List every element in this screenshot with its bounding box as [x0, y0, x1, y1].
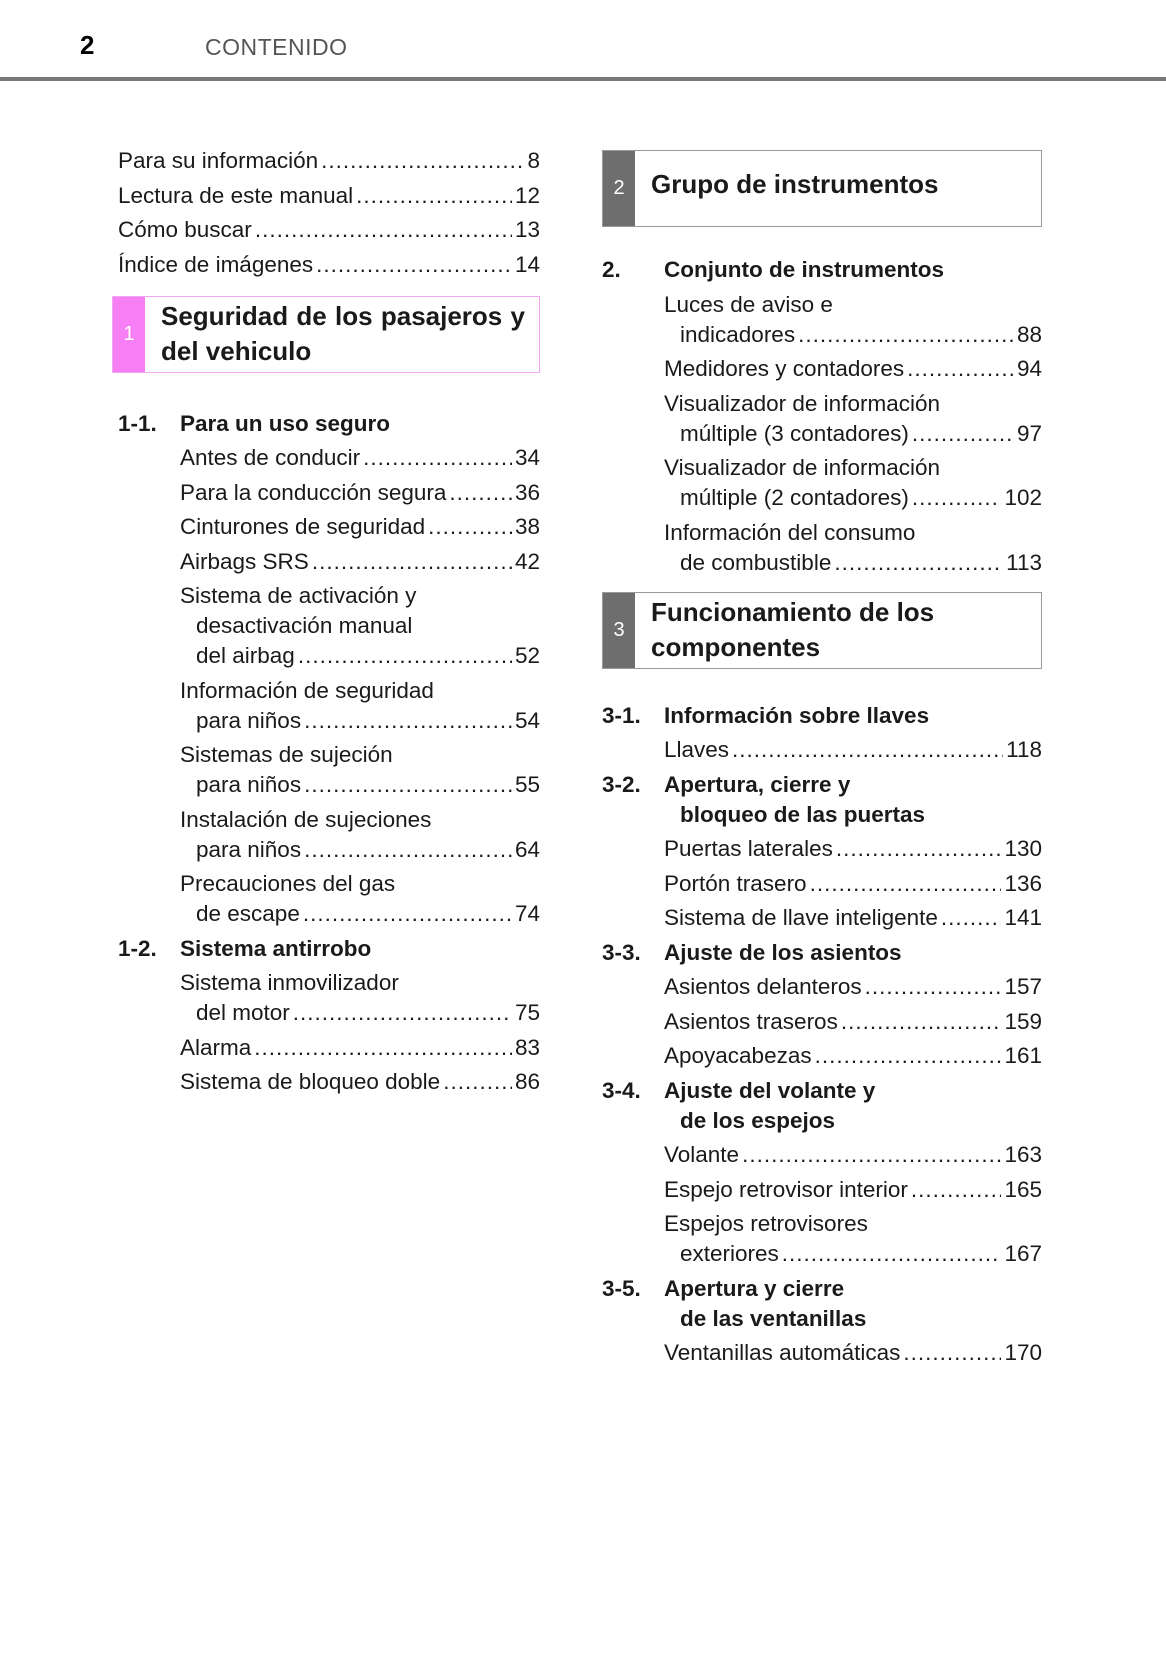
leader-dots — [304, 835, 512, 865]
chapter-3-tab: 3 — [603, 593, 635, 668]
section-2-items — [664, 290, 1042, 578]
section-heading[interactable] — [602, 255, 1042, 285]
entry-page: 12 — [514, 182, 540, 208]
leader-dots — [941, 903, 1002, 933]
entry-label: Instalación de sujeciones — [180, 806, 432, 832]
section-3-5-items — [664, 1338, 1042, 1368]
toc-entry-multiline[interactable] — [664, 518, 1042, 578]
entry-label: Cómo buscar — [118, 217, 252, 242]
leader-dots — [903, 1338, 1001, 1368]
entry-page: 163 — [1004, 1142, 1042, 1167]
leader-dots — [836, 834, 1002, 864]
chapter-3-title-line: Funcionamiento de los — [651, 596, 935, 627]
entry-page: 130 — [1004, 836, 1042, 861]
header-divider — [0, 77, 1166, 81]
entry-label: Sistema de activación y — [180, 583, 417, 608]
section-number: 1-1. — [118, 410, 157, 436]
entry-label: de combustible — [680, 549, 832, 575]
entry-label: Lectura de este manual — [118, 182, 354, 208]
entry-label: Airbags SRS — [180, 548, 309, 574]
entry-label: Sistema de bloqueo doble — [180, 1069, 441, 1094]
chapter-2-box[interactable] — [602, 150, 1042, 227]
toc-entry[interactable] — [664, 1175, 1042, 1205]
section-title: Ajuste de los asientos — [664, 939, 902, 965]
leader-dots — [742, 1140, 1001, 1170]
entry-label: Apoyacabezas — [664, 1043, 812, 1068]
entry-page: 167 — [1004, 1241, 1042, 1266]
entry-label: Para la conducción segura — [180, 479, 447, 505]
section-heading[interactable] — [602, 1274, 1042, 1334]
entry-label: para niños — [196, 772, 302, 797]
section-title: de las ventanillas — [680, 1305, 867, 1331]
chapter-1-title: Seguridad de los pasajeros y del vehiculo — [161, 300, 525, 366]
leader-dots — [907, 354, 1014, 384]
toc-entry[interactable] — [118, 215, 540, 245]
entry-page: 136 — [1004, 870, 1042, 896]
section-heading[interactable] — [602, 701, 1042, 731]
leader-dots — [312, 547, 512, 577]
entry-label: Luces de aviso e — [664, 291, 833, 317]
toc-entry[interactable] — [118, 181, 540, 211]
toc-entry[interactable] — [664, 834, 1042, 864]
entry-label: Espejo retrovisor interior — [664, 1176, 908, 1202]
entry-page: 86 — [514, 1069, 540, 1094]
entry-page: 118 — [1006, 737, 1042, 762]
toc-entry[interactable] — [180, 1067, 540, 1097]
leader-dots — [449, 478, 512, 508]
toc-entry-multiline[interactable] — [180, 805, 540, 865]
entry-label: para niños — [196, 836, 302, 862]
leader-dots — [298, 641, 512, 671]
chapter-3-box[interactable] — [602, 592, 1042, 669]
section-number: 3-2. — [602, 771, 641, 797]
entry-label: desactivación manual — [196, 613, 413, 638]
toc-entry-multiline[interactable] — [664, 1209, 1042, 1269]
entry-page: 88 — [1016, 321, 1042, 347]
toc-entry[interactable] — [180, 443, 540, 473]
entry-label: del airbag — [196, 643, 295, 668]
section-heading[interactable] — [602, 1076, 1042, 1136]
section-title: Apertura y cierre — [664, 1275, 845, 1301]
toc-entry[interactable] — [664, 1140, 1042, 1170]
toc-entry[interactable] — [664, 1007, 1042, 1037]
entry-label: Información del consumo — [664, 519, 916, 545]
toc-entry-multiline[interactable] — [664, 290, 1042, 350]
entry-page: 165 — [1004, 1176, 1042, 1202]
entry-page: 38 — [514, 514, 540, 539]
leader-dots — [732, 735, 1003, 765]
toc-entry-multiline[interactable] — [180, 581, 540, 671]
leader-dots — [304, 706, 512, 736]
entry-label: para niños — [196, 707, 302, 733]
toc-entry[interactable] — [180, 547, 540, 577]
leader-dots — [316, 250, 512, 280]
section-3-3-items — [664, 972, 1042, 1071]
section-title: Información sobre llaves — [664, 702, 930, 728]
leader-dots — [912, 419, 1014, 449]
page-number: 2 — [80, 30, 95, 60]
toc-entry[interactable] — [118, 250, 540, 280]
toc-entry[interactable] — [180, 1033, 540, 1063]
entry-label: indicadores — [680, 321, 796, 347]
entry-page: 97 — [1016, 420, 1042, 446]
section-number: 2. — [602, 257, 621, 282]
entry-page: 42 — [514, 548, 540, 574]
section-title: Conjunto de instrumentos — [664, 257, 944, 282]
leader-dots — [912, 483, 1002, 513]
entry-label: Espejos retrovisores — [664, 1211, 868, 1236]
toc-entry[interactable] — [180, 512, 540, 542]
entry-label: Para su información — [118, 148, 319, 173]
entry-label: Sistemas de sujeción — [180, 742, 393, 767]
leader-dots — [363, 443, 512, 473]
entry-page: 161 — [1004, 1043, 1042, 1068]
entry-page: 102 — [1004, 485, 1042, 510]
entry-label: Ventanillas automáticas — [664, 1340, 901, 1365]
entry-page: 170 — [1004, 1340, 1042, 1365]
section-title: Para un uso seguro — [180, 410, 391, 436]
leader-dots — [255, 215, 512, 245]
entry-page: 64 — [514, 836, 540, 862]
toc-entry[interactable] — [180, 478, 540, 508]
toc-entry[interactable] — [664, 903, 1042, 933]
leader-dots — [356, 181, 512, 211]
section-3-4-items — [664, 1140, 1042, 1269]
section-heading[interactable] — [602, 770, 1042, 830]
entry-page: 113 — [1006, 549, 1042, 575]
entry-page: 94 — [1016, 356, 1042, 381]
chapter-2-tab: 2 — [603, 151, 635, 226]
toc-entry-multiline[interactable] — [664, 389, 1042, 449]
leader-dots — [911, 1175, 1002, 1205]
toc-left-column — [118, 146, 540, 1102]
entry-page: 14 — [514, 251, 540, 277]
entry-page: 8 — [527, 148, 540, 173]
section-heading[interactable] — [602, 938, 1042, 968]
section-number: 3-5. — [602, 1275, 641, 1301]
leader-dots — [428, 512, 512, 542]
leader-dots — [815, 1041, 1002, 1071]
leader-dots — [293, 998, 512, 1028]
entry-label: Llaves — [664, 737, 730, 762]
entry-page: 157 — [1004, 974, 1042, 999]
toc-entry[interactable] — [664, 1338, 1042, 1368]
entry-label: exteriores — [680, 1241, 779, 1266]
section-heading[interactable] — [118, 934, 540, 964]
section-number: 3-3. — [602, 939, 641, 965]
chapter-3-title-line: componentes — [651, 631, 821, 662]
leader-dots — [798, 320, 1014, 350]
entry-label: Visualizador de información — [664, 455, 940, 480]
entry-label: Cinturones de seguridad — [180, 514, 426, 539]
toc-entry[interactable] — [664, 869, 1042, 899]
leader-dots — [810, 869, 1002, 899]
toc-entry-multiline[interactable] — [180, 676, 540, 736]
entry-page: 159 — [1004, 1008, 1042, 1034]
leader-dots — [443, 1067, 512, 1097]
leader-dots — [321, 146, 524, 176]
chapter-3-title — [635, 593, 948, 668]
entry-page: 83 — [514, 1034, 540, 1060]
section-title: Apertura, cierre y — [664, 771, 851, 797]
section-heading[interactable] — [118, 409, 540, 439]
section-1-2-items — [180, 968, 540, 1097]
entry-label: Asientos delanteros — [664, 974, 862, 999]
toc-entry[interactable] — [664, 972, 1042, 1002]
entry-page: 34 — [514, 445, 540, 470]
entry-label: del motor — [196, 1000, 290, 1025]
section-number: 3-4. — [602, 1077, 641, 1103]
entry-page: 54 — [514, 707, 540, 733]
toc-entry-multiline[interactable] — [180, 740, 540, 800]
toc-entry[interactable] — [664, 1041, 1042, 1071]
entry-page: 13 — [514, 217, 540, 242]
entry-label: Medidores y contadores — [664, 356, 905, 381]
leader-dots — [834, 548, 1003, 578]
section-number: 1-2. — [118, 935, 157, 961]
entry-label: Índice de imágenes — [118, 251, 314, 277]
leader-dots — [865, 972, 1002, 1002]
chapter-1-tab: 1 — [113, 297, 145, 372]
entry-page: 52 — [514, 643, 540, 668]
entry-label: Sistema inmovilizador — [180, 970, 399, 995]
toc-entry-multiline[interactable] — [180, 869, 540, 929]
section-title: Ajuste del volante y — [664, 1077, 876, 1103]
section-title: Sistema antirrobo — [180, 935, 372, 961]
section-title: bloqueo de las puertas — [680, 801, 926, 827]
entry-label: Puertas laterales — [664, 836, 833, 861]
toc-entry[interactable] — [118, 146, 540, 176]
entry-label: Información de seguridad — [180, 677, 434, 703]
toc-entry-multiline[interactable] — [180, 968, 540, 1028]
toc-entry[interactable] — [664, 735, 1042, 765]
entry-label: Asientos traseros — [664, 1008, 838, 1034]
section-3-1-items — [664, 735, 1042, 765]
entry-label: Sistema de llave inteligente — [664, 905, 938, 930]
chapter-2-title: Grupo de instrumentos — [651, 169, 939, 199]
toc-entry[interactable] — [664, 354, 1042, 384]
entry-label: múltiple (2 contadores) — [680, 485, 909, 510]
toc-entry-multiline[interactable] — [664, 453, 1042, 513]
leader-dots — [303, 899, 512, 929]
leader-dots — [304, 770, 512, 800]
toc-right-column — [602, 146, 1042, 1373]
entry-page: 74 — [514, 901, 540, 926]
section-1-1-items — [180, 443, 540, 929]
leader-dots — [782, 1239, 1002, 1269]
entry-label: Alarma — [180, 1034, 252, 1060]
entry-label: Visualizador de información — [664, 390, 940, 416]
entry-label: de escape — [196, 901, 300, 926]
chapter-1-box[interactable] — [112, 296, 540, 373]
entry-label: Precauciones del gas — [180, 871, 396, 896]
entry-label: Antes de conducir — [180, 445, 361, 470]
entry-label: Portón trasero — [664, 870, 807, 896]
section-number: 3-1. — [602, 702, 641, 728]
entry-page: 141 — [1004, 905, 1042, 930]
leader-dots — [841, 1007, 1002, 1037]
entry-page: 75 — [514, 1000, 540, 1025]
leader-dots — [254, 1033, 512, 1063]
entry-label: Volante — [664, 1142, 740, 1167]
section-title: de los espejos — [680, 1107, 836, 1133]
page-title: CONTENIDO — [205, 34, 348, 60]
entry-label: múltiple (3 contadores) — [680, 420, 909, 446]
entry-page: 55 — [514, 772, 540, 797]
entry-page: 36 — [514, 479, 540, 505]
section-3-2-items — [664, 834, 1042, 933]
